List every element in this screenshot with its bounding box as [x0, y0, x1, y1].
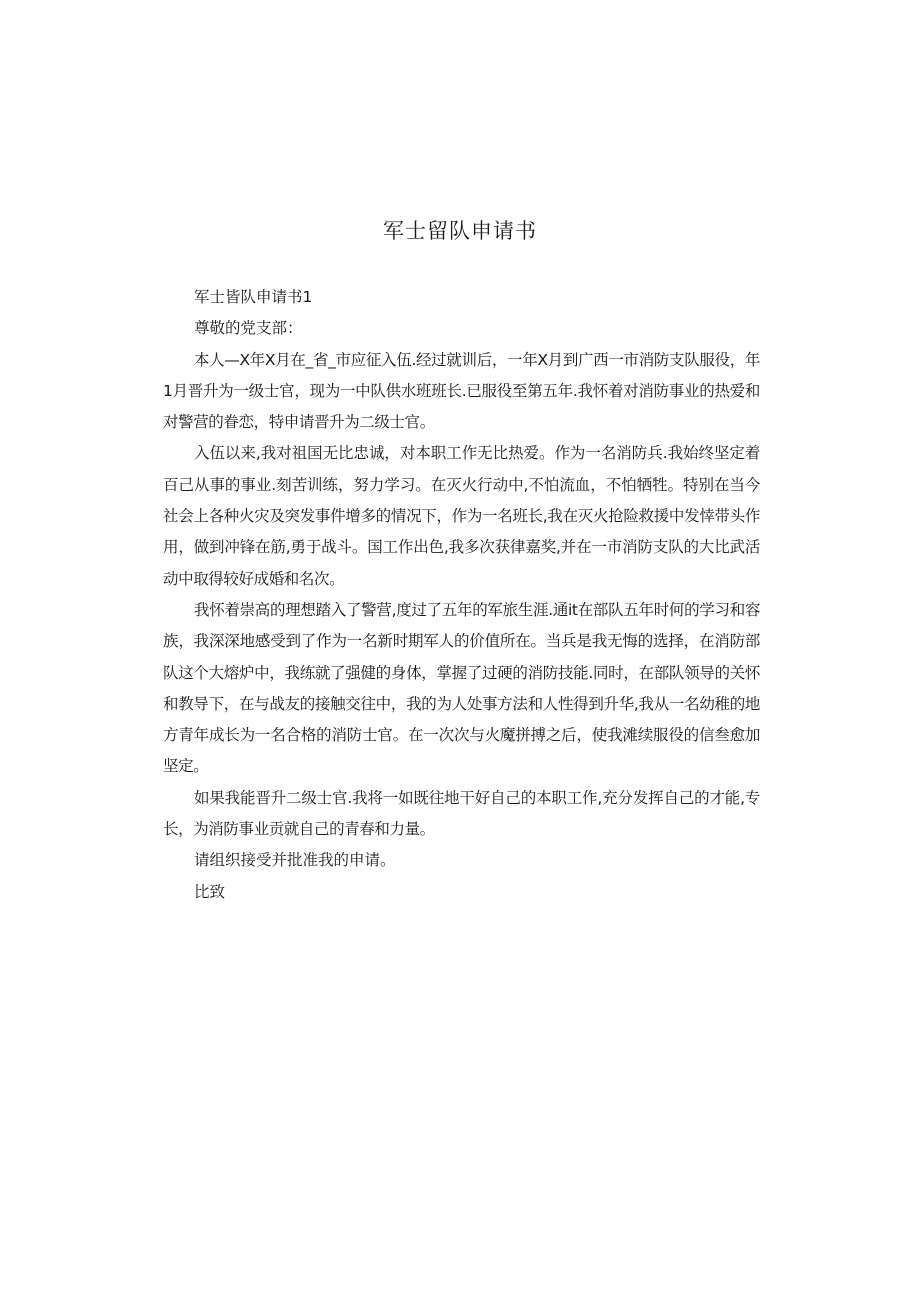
document-title: 军士留队申请书	[383, 219, 537, 243]
closing-line: 比致	[194, 882, 226, 901]
request-line: 请组织接受并批准我的申请。	[194, 851, 396, 870]
salutation: 尊敬的党支部：	[194, 319, 303, 338]
paragraph-3: 我怀着崇高的理想踏入了警营,度过了五年的军旅生涯.通it在部队五年时何的学习和容族，我深深地感受到了作为一名新时期军人的价值所在。当兵是我无悔的选择，在消防部队这个大熔炉中，我练就了强健的身体，掌握了过硬的消防技能.同时，在部队领导的关怀和教导下，在与战友的接触交往中，我的为人处事方法和人性得到升华,我从一名幼稚的地方青年成长为一名合格的消防士官。在一次次与火魔拼搏之后，使我滩续服役的信叁愈加坚定。	[163, 600, 760, 776]
paragraph-2: 入伍以来,我对祖国无比忠诚，对本职工作无比热爱。作为一名消防兵.我始终坚定着百己从事的事业.刻苦训练，努力学习。在灭火行动中,不怕流血，不怕牺牲。特别在当今社会上各种火灾及突发事件增多的情况下，作为一名班长,我在灭火抢险救援中发悻带头作用，做到冲锋在筋,勇于战斗。国工作出色,我多次获律嘉奖,并在一市消防支队的大比武活动中取得较好成婚和名次。	[163, 444, 760, 588]
paragraph-1: 本人—X年X月在_省_市应征入伍.经过就训后，一年X月到广西一市消防支队服役，年1月晋升为一级士官，现为一中队供水班班长.已服役至第五年.我怀着对消防事业的热爱和对警营的眷恋，特申请晋升为二级士官。	[163, 350, 760, 432]
document-body	[163, 282, 760, 908]
document-subtitle: 军士皆队申请书1	[194, 288, 313, 306]
paragraph-4: 如果我能晋升二级士官.我将一如既往地干好自己的本职工作,充分发挥自己的才能,专长，为消防事业贡就自己的青春和力量。	[163, 788, 760, 839]
